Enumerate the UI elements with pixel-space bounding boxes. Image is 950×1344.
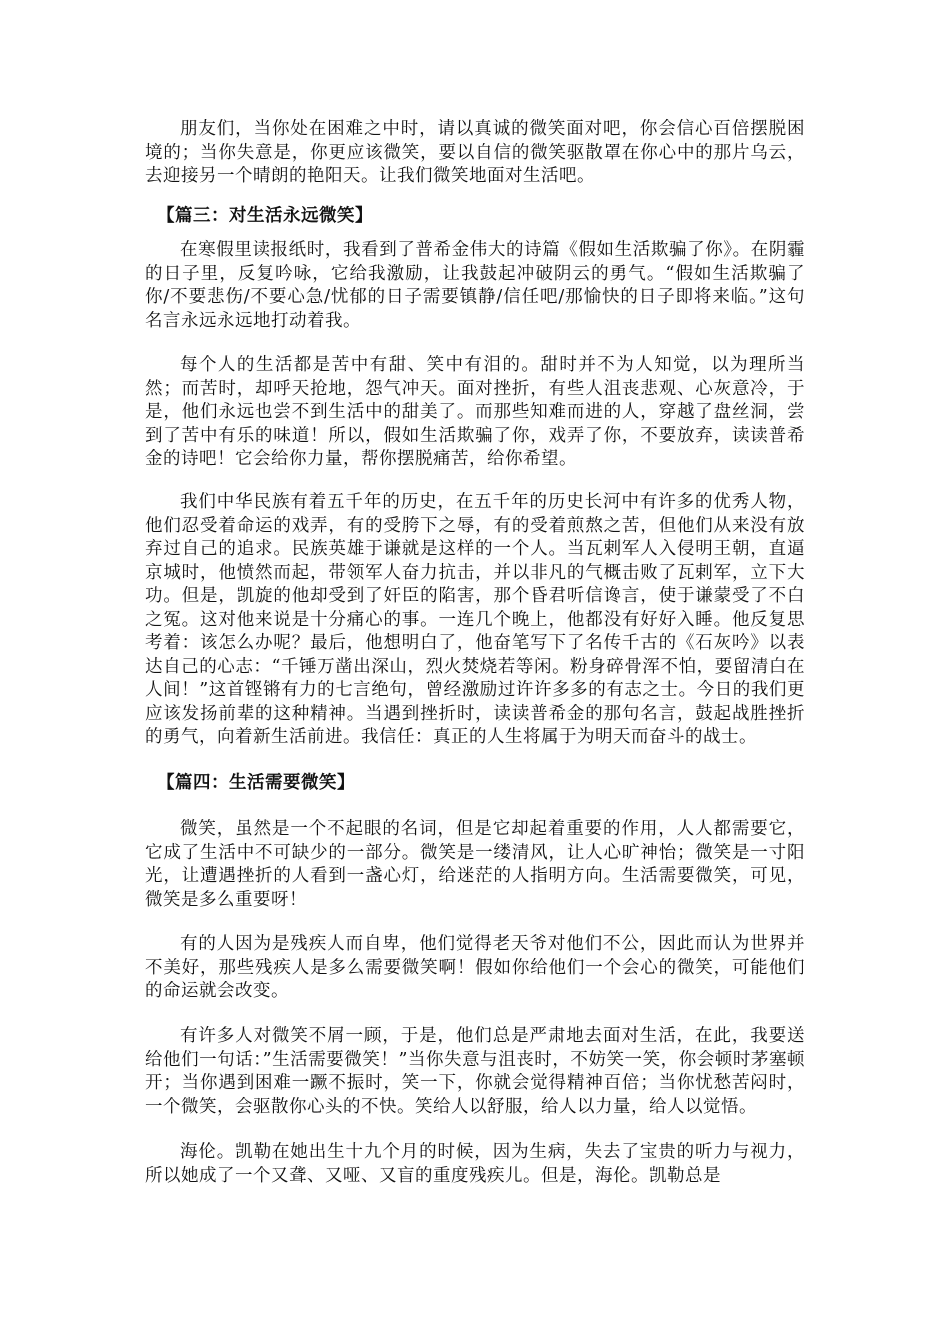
paragraph-helen-keller: 海伦。凯勒在她出生十九个月的时候，因为生病，失去了宝贵的听力与视力，所以她成了一个又聋、又哑、又盲的重度残疾儿。但是，海伦。凯勒总是 [145,1142,805,1186]
paragraph-disabled-people: 有的人因为是残疾人而自卑，他们觉得老天爷对他们不公，因此而认为世界并不美好，那些残疾人是多么需要微笑啊！假如你给他们一个会心的微笑，可能他们的命运就会改变。 [145,934,805,1001]
paragraph-smile-importance: 微笑，虽然是一个不起眼的名词，但是它却起着重要的作用，人人都需要它，它成了生活中不可缺少的一部分。微笑是一缕清风，让人心旷神怡；微笑是一寸阳光，让遭遇挫折的人看到一盏心灯，给迷茫的人指明方向。生活需要微笑，可见，微笑是多么重要呀！ [145,819,805,910]
section-heading-four: 【篇四：生活需要微笑】 [157,773,355,793]
section-heading-three: 【篇三：对生活永远微笑】 [157,206,373,226]
paragraph-yu-qian-story: 我们中华民族有着五千年的历史，在五千年的历史长河中有许多的优秀人物，他们忍受着命运的戏弄，有的受胯下之辱，有的受着煎熬之苦，但他们从来没有放弃过自己的追求。民族英雄于谦就是这样的一个人。当瓦剌军人入侵明王朝，直逼京城时，他愤然而起，带领军人奋力抗击，并以非凡的气概击败了瓦剌军，立下大功。但是，凯旋的他却受到了奸臣的陷害，那个昏君听信谗言，使于谦蒙受了不白之冤。这对他来说是十分痛心的事。一连几个晚上，他都没有好好入睡。他反复思考着：该怎么办呢？最后，他想明白了，他奋笔写下了名传千古的《石灰吟》以表达自己的心志：“千锤万凿出深山，烈火焚烧若等闲。粉身碎骨浑不怕，要留清白在人间！”这首铿锵有力的七言绝句，曾经激励过许许多多的有志之士。今日的我们更应该发扬前辈的这种精神。当遇到挫折时，读读普希金的那句名言，鼓起战胜挫折的勇气，向着新生活前进。我信任：真正的人生将属于为明天而奋斗的战士。 [145,492,805,747]
paragraph-life-needs-smile: 有许多人对微笑不屑一顾，于是，他们总是严肃地去面对生活，在此，我要送给他们一句话：”生活需要微笑！”当你失意与沮丧时，不妨笑一笑，你会顿时茅塞顿开；当你遇到困难一蹶不振时，笑一下，你就会觉得精神百倍；当你忧愁苦闷时，一个微笑，会驱散你心头的不快。笑给人以舒服，给人以力量，给人以觉悟。 [145,1026,805,1117]
paragraph-friends-smile: 朋友们，当你处在困难之中时，请以真诚的微笑面对吧，你会信心百倍摆脱困境的；当你失意是，你更应该微笑，要以自信的微笑驱散罩在你心中的那片乌云，去迎接另一个晴朗的艳阳天。让我们微笑地面对生活吧。 [145,119,805,186]
paragraph-pushkin-poem: 在寒假里读报纸时，我看到了普希金伟大的诗篇《假如生活欺骗了你》。在阴霾的日子里，反复吟咏，它给我激励，让我鼓起冲破阴云的勇气。“假如生活欺骗了你/不要悲伤/不要心急/忧郁的日子需要镇静/信任吧/那愉快的日子即将来临。”这句名言永远永远地打动着我。 [145,240,805,331]
paragraph-bitter-sweet-life: 每个人的生活都是苦中有甜、笑中有泪的。甜时并不为人知觉，以为理所当然；而苦时，却呼天抢地，怨气冲天。面对挫折，有些人沮丧悲观、心灰意冷，于是，他们永远也尝不到生活中的甜美了。而那些知难而进的人，穿越了盘丝洞，尝到了苦中有乐的味道！所以，假如生活欺骗了你，戏弄了你，不要放弃，读读普希金的诗吧！它会给你力量，帮你摆脱痛苦，给你希望。 [145,355,805,469]
